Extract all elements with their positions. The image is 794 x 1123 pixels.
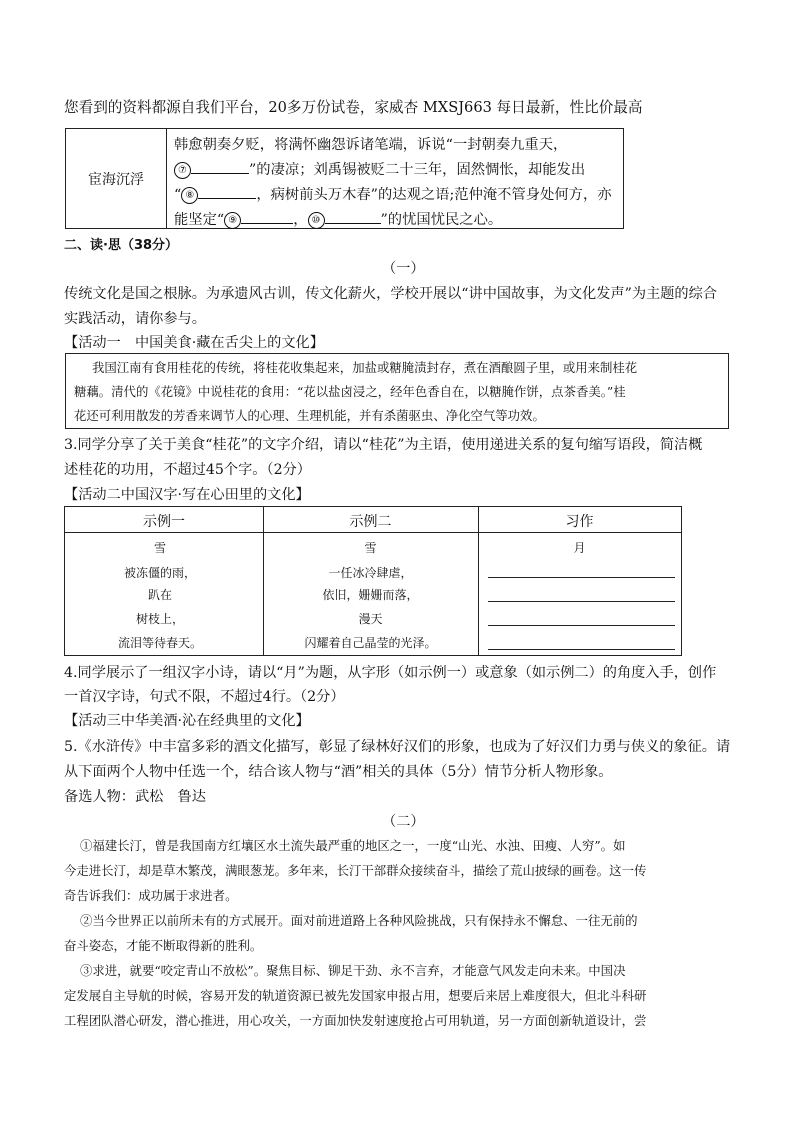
example-1-line-2: 趴在 [147, 588, 172, 602]
exercise-write-line-2[interactable] [488, 601, 675, 602]
blank-number-9: ⑨ [224, 212, 241, 229]
paragraph-2-line-1: ②当今世界正以前所未有的方式展开。面对前进道路上各种风险挑战，只有保持永不懈怠、一往无前的 [80, 913, 638, 928]
question-3-line-1: 3.同学分享了关于美食“桂花”的文字介绍，请以“桂花”为主语，使用递进关系的复句缩写语段，简洁概 [64, 437, 703, 453]
table-text-line-1: 韩愈朝奏夕贬，将满怀幽怨诉诸笔端，诉说“一封朝奏九重天， [174, 137, 568, 153]
passage-line-3: 花还可利用散发的芳香来调节人的心理、生理机能，并有杀菌驱虫、净化空气等功效。 [74, 408, 545, 423]
part-one-marker: （一） [382, 261, 425, 277]
answer-blank-10[interactable] [325, 211, 381, 224]
part-two-marker: （二） [382, 814, 425, 830]
exercise-write-line-4[interactable] [488, 649, 675, 650]
paragraph-1-line-1: ①福建长汀，曾是我国南方红壤区水土流失最严重的地区之一，一度“山光、水浊、田瘦、人穷”。如 [80, 838, 626, 853]
question-4-line-2: 一首汉字诗，句式不限，不超过4行。（2分） [64, 689, 345, 705]
example-2-line-3: 漫天 [358, 612, 383, 626]
table-row-label: 宦海沉浮 [88, 172, 144, 188]
exercise-write-line-1[interactable] [488, 577, 675, 578]
activity-1-heading: 【活动一 中国美食·藏在舌尖上的文化】 [64, 335, 324, 351]
question-5-line-1: 5.《水浒传》中丰富多彩的酒文化描写，彰显了绿林好汉们的形象，也成为了好汉们力勇与侠义的象征。请 [64, 739, 731, 755]
table-divider [166, 129, 167, 228]
example-2-line-2: 依旧，姗姗而落， [322, 588, 419, 602]
character-poem-table [64, 506, 682, 656]
answer-blank-9[interactable] [241, 211, 293, 224]
header-example-1: 示例一 [143, 514, 185, 530]
answer-blank-7[interactable] [191, 161, 249, 174]
passage-line-2: 糖藕。清代的《花镜》中说桂花的食用：“花以盐卤浸之，经年色香自在，以糖腌作饼，点茶香美。”桂 [74, 384, 626, 399]
activity-2-heading: 【活动二中国汉字·写在心田里的文化】 [64, 487, 310, 503]
exercise-title: 月 [573, 541, 586, 555]
line-2-text: ”的凄凉；刘禹锡被贬二十三年，固然惆怅，却能发出 [249, 162, 586, 178]
officialdom-table [65, 128, 624, 229]
open-quote: “ [174, 187, 182, 203]
table-text-line-4 [174, 209, 502, 229]
header-rule [65, 532, 681, 533]
example-1-line-1: 被冻僵的雨， [123, 566, 196, 580]
table-text-line-3 [174, 184, 612, 204]
example-1-title: 雪 [153, 541, 166, 555]
osmanthus-passage-box [65, 353, 729, 429]
question-5-line-2: 从下面两个人物中任选一个，结合该人物与“酒”相关的具体（5分）情节分析人物形象。 [64, 764, 613, 780]
blank-number-7: ⑦ [174, 162, 191, 179]
activity-3-heading: 【活动三中华美酒·沁在经典里的文化】 [64, 713, 310, 729]
example-1-line-3: 树枝上， [135, 612, 184, 626]
section-title: 二、读·思（38分） [64, 238, 179, 253]
answer-blank-8[interactable] [198, 186, 256, 199]
paragraph-3-line-1: ③求进，就要“咬定青山不放松”。聚焦目标、铆足干劲、永不言弃，才能意气风发走向未来。中国决 [80, 963, 626, 978]
paragraph-3-line-2: 定发展自主导航的时候，容易开发的轨道资源已被先发国家申报占用，想要后来居上难度很大，但北斗科研 [64, 988, 647, 1003]
exercise-write-line-3[interactable] [488, 625, 675, 626]
header-note: 您看到的资料都源自我们平台，20多万份试卷，家威杏 MXSJ663 每日最新，性比价最高 [64, 99, 643, 116]
example-2-title: 雪 [364, 541, 377, 555]
candidate-characters: 备选人物：武松 鲁达 [64, 789, 206, 805]
question-3-line-2: 述桂花的功用，不超过45个字。（2分） [64, 462, 311, 478]
line-4-text: ”的忧国忧民之心。 [380, 212, 503, 228]
comma: ， [293, 212, 308, 228]
paragraph-1-line-2: 今走进长汀，却是草木繁茂，满眼葱茏。多年来，长汀干部群众接续奋斗，描绘了荒山披绿的画卷。这一传 [64, 863, 647, 878]
blank-number-8: ⑧ [181, 187, 198, 204]
table-text-line-2 [174, 159, 585, 179]
intro-line-2: 实践活动，请你参与。 [64, 311, 206, 327]
header-example-2: 示例二 [349, 514, 392, 530]
paragraph-1-line-3: 奇告诉我们：成功属于求进者。 [64, 888, 238, 903]
example-1-line-4: 流泪等待春天。 [117, 636, 202, 650]
example-2-line-1: 一任冰冷肆虐， [328, 566, 413, 580]
paragraph-3-line-3: 工程团队潜心研发，潜心推进，用心攻关，一方面加快发射速度抢占可用轨道，另一方面创新轨道设计，尝 [64, 1013, 647, 1028]
passage-line-1: 我国江南有食用桂花的传统，将桂花收集起来，加盐或糖腌渍封存，煮在酒酿圆子里，或用来制桂花 [92, 360, 638, 375]
line-4-prefix: 能坚定“ [174, 212, 225, 228]
blank-number-10: ⑩ [308, 212, 325, 229]
line-3-text: ，病树前头万木春”的达观之语;范仲淹不管身处何方，亦 [256, 187, 612, 203]
question-4-line-1: 4.同学展示了一组汉字小诗，请以“月”为题，从字形（如示例一）或意象（如示例二）的角度入手，创作 [64, 665, 717, 681]
header-exercise: 习作 [565, 514, 594, 530]
paragraph-2-line-2: 奋斗姿态，才能不断取得新的胜利。 [64, 938, 263, 953]
example-2-line-4: 闪耀着自己晶莹的光泽。 [304, 636, 437, 650]
intro-line-1: 传统文化是国之根脉。为承遗风古训，传文化薪火，学校开展以“讲中国故事，为文化发声”为主题的综合 [64, 286, 717, 302]
